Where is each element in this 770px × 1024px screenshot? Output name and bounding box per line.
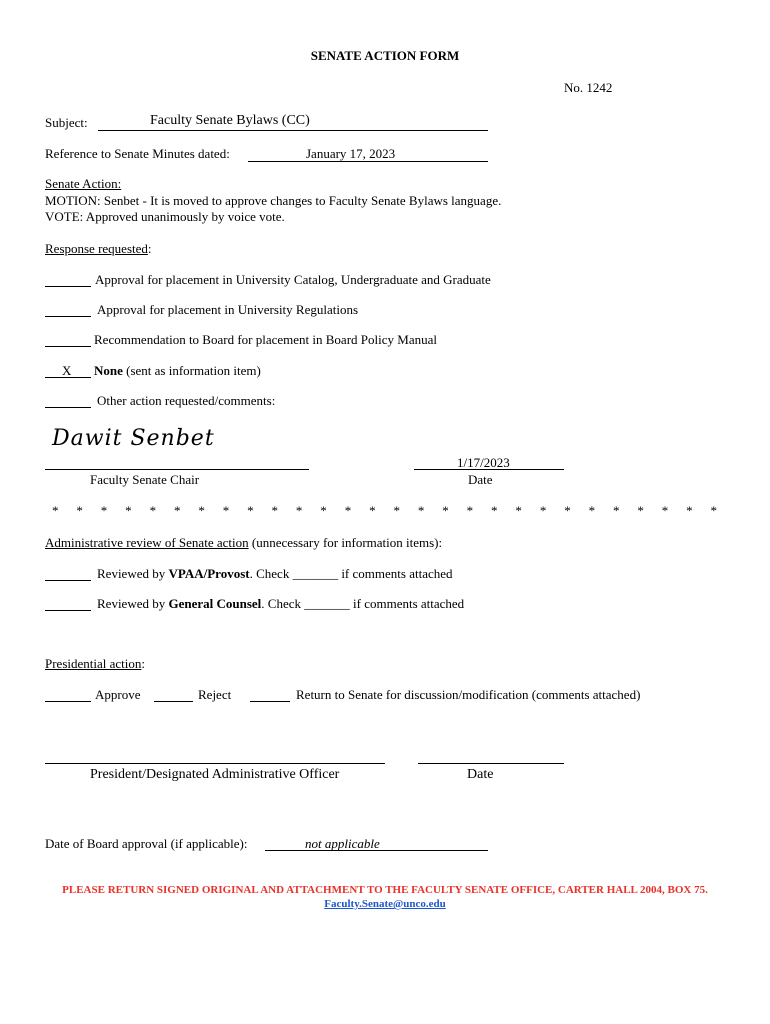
separator-star: * xyxy=(295,503,303,518)
response-blank-1 xyxy=(45,286,91,287)
separator-star: * xyxy=(710,503,718,518)
separator-star: * xyxy=(149,503,157,518)
response-item-none: None (sent as information item) xyxy=(94,363,261,378)
chair-label: Faculty Senate Chair xyxy=(90,472,200,487)
separator-star: * xyxy=(466,503,474,518)
response-item-catalog: Approval for placement in University Catalog, Undergraduate and Graduate xyxy=(95,272,491,287)
form-title: SENATE ACTION FORM xyxy=(310,48,460,63)
separator-star: * xyxy=(271,503,279,518)
board-label: Date of Board approval (if applicable): xyxy=(45,836,248,851)
response-mark-x: X xyxy=(62,363,72,378)
subject-label: Subject: xyxy=(45,115,88,130)
response-item-board-policy: Recommendation to Board for placement in Board Policy Manual xyxy=(94,332,437,347)
officer-date-line xyxy=(418,763,564,764)
admin-review-heading: Administrative review of Senate action (unnecessary for information items): xyxy=(45,535,443,550)
chair-date-label: Date xyxy=(468,472,493,487)
approve-blank xyxy=(45,701,91,702)
return-notice: PLEASE RETURN SIGNED ORIGINAL AND ATTACHMENT TO THE FACULTY SENATE OFFICE, CARTER HALL 2004, BOX 75. xyxy=(62,884,708,896)
reject-blank xyxy=(154,701,193,702)
officer-date-label: Date xyxy=(467,767,494,782)
separator-star: * xyxy=(222,503,230,518)
separator-star: * xyxy=(393,503,400,518)
separator-star: * xyxy=(369,503,376,518)
separator-star: * xyxy=(417,503,425,518)
reference-label: Reference to Senate Minutes dated: xyxy=(45,146,230,161)
board-value: not applicable xyxy=(305,836,380,851)
separator-star: * xyxy=(539,503,547,518)
separator-star: * xyxy=(100,503,108,518)
separator-star: * xyxy=(515,503,522,518)
separator-star: * xyxy=(173,503,181,518)
separator-star: * xyxy=(491,503,498,518)
separator-star: * xyxy=(320,503,327,518)
separator-star: * xyxy=(198,503,205,518)
response-blank-5 xyxy=(45,407,91,408)
reject-label: Reject xyxy=(198,687,232,702)
email-link[interactable]: Faculty.Senate@unco.edu xyxy=(324,898,446,910)
subject-line xyxy=(98,130,488,131)
vpaa-review: Reviewed by VPAA/Provost. Check _______ if comments attached xyxy=(97,566,453,581)
separator-star: * xyxy=(612,503,620,518)
response-blank-3 xyxy=(45,346,91,347)
chair-date-value: 1/17/2023 xyxy=(457,455,510,470)
return-blank xyxy=(250,701,290,702)
return-label: Return to Senate for discussion/modification (comments attached) xyxy=(296,687,641,702)
presidential-heading: Presidential action: xyxy=(45,656,146,671)
separator-star: * xyxy=(661,503,669,518)
reference-value: January 17, 2023 xyxy=(306,146,396,161)
chair-signature-line xyxy=(45,469,309,470)
separator-star: * xyxy=(442,503,449,518)
officer-label: President/Designated Administrative Officer xyxy=(90,767,340,782)
chair-signature: Dawit Senbet xyxy=(52,426,215,451)
star-separator xyxy=(52,503,735,519)
separator-star: * xyxy=(637,503,644,518)
response-item-regulations: Approval for placement in University Regulations xyxy=(97,302,359,317)
separator-star: * xyxy=(76,503,83,518)
senate-action-heading: Senate Action: xyxy=(45,176,122,191)
subject-value: Faculty Senate Bylaws (CC) xyxy=(150,113,310,128)
counsel-review: Reviewed by General Counsel. Check _______ if comments attached xyxy=(97,596,465,611)
officer-signature-line xyxy=(45,763,385,764)
approve-label: Approve xyxy=(95,687,141,702)
vote-text: VOTE: Approved unanimously by voice vote. xyxy=(45,209,285,224)
separator-star: * xyxy=(686,503,693,518)
response-heading: Response requested: xyxy=(45,241,152,256)
separator-star: * xyxy=(564,503,571,518)
vpaa-blank xyxy=(45,580,91,581)
response-blank-2 xyxy=(45,316,91,317)
motion-text: MOTION: Senbet - It is moved to approve changes to Faculty Senate Bylaws language. xyxy=(45,193,502,208)
separator-star: * xyxy=(125,503,132,518)
counsel-blank xyxy=(45,610,91,611)
response-item-other: Other action requested/comments: xyxy=(97,393,276,408)
separator-star: * xyxy=(52,503,59,518)
separator-star: * xyxy=(344,503,352,518)
separator-star: * xyxy=(247,503,254,518)
separator-star: * xyxy=(588,503,596,518)
form-number: No. 1242 xyxy=(564,80,613,95)
